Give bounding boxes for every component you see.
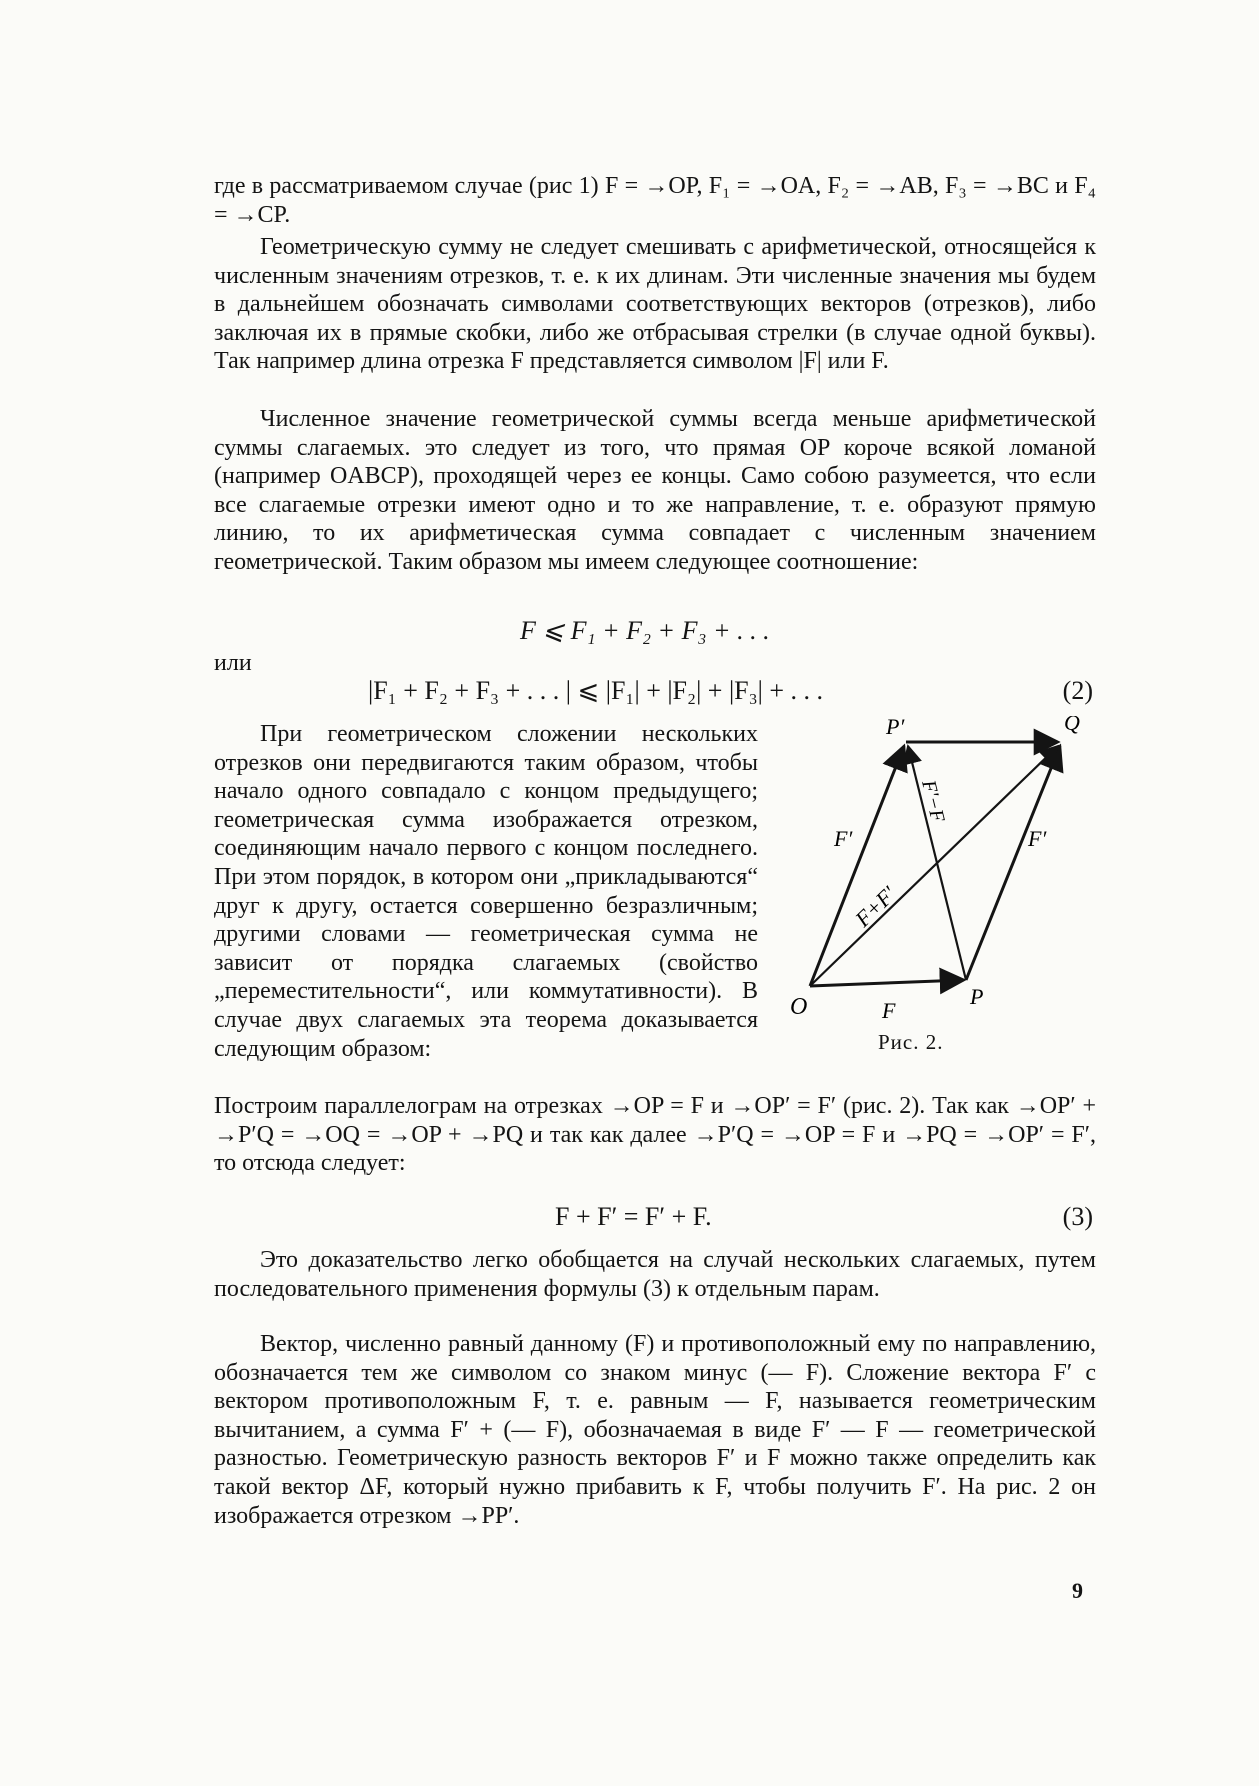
label-F-plus-F-prime: F+F′	[850, 881, 901, 932]
figure-caption: Рис. 2.	[878, 1030, 944, 1054]
vector-OP-prime	[810, 746, 904, 986]
label-Q: Q	[1064, 716, 1080, 735]
paragraph-4: При геометрическом сложении нескольких отрезков они передвигаются таким образом, чтобы начало одного совпадало с концом предыдущего; геометрическая сумма изображается отрезком, соединяющим начало первого с концом последнего. При этом порядок, в котором они „прикладываются“ друг к другу, остается совершенно безразличным; другими словами — геометрическая сумма не зависит от порядка слагаемых (свойство „переместительности“, или коммутативности). В случае двух слагаемых эта теорема доказывается следующим образом:	[214, 721, 758, 1062]
label-O: O	[790, 994, 808, 1020]
label-P-prime: P′	[886, 716, 905, 739]
label-F: F	[882, 998, 896, 1023]
paragraph-3: Численное значение геометрической суммы всегда меньше арифметической суммы слагаемых. это следует из того, что прямая OP короче всякой ломаной (например OABCP), проходящей через ее концы. Само собою разумеется, что если все слагаемые отрезки имеют одно и то же направление, т. е. образуют прямую линию, то их арифметическая сумма совпадает с численным значением геометрической. Таким образом мы имеем следующее соотношение:	[214, 406, 1096, 575]
label-F-prime-minus-F: F′−F	[917, 777, 949, 825]
figure-2	[774, 716, 1104, 1046]
paragraph-5: Построим параллелограм на отрезках →OP = F и →OP′ = F′ (рис. 2). Так как →OP′ + →P′Q = →OQ = →OP + →PQ и так как далее →P′Q = →OP = F и →PQ = →OP′ = F′, то отсюда следует:	[214, 1093, 1096, 1177]
vector-OP	[810, 980, 964, 986]
paragraph-2: Геометрическую сумму не следует смешивать с арифметической, относящейся к численным значениям отрезков, т. е. к их длинам. Эти численные значения мы будем в дальнейшем обозначать символами соответствующих векторов (отрезков), либо заключая их в прямые скобки, либо же отбрасывая стрелки (в случае одной буквы). Так например длина отрезка F представляется символом |F| или F.	[214, 234, 1096, 375]
formula-inequality-2: |F₁ + F₂ + F₃ + . . . | ⩽ |F₁| + |F₂| + |F₃| + . . .	[368, 676, 824, 705]
paragraph-6: Это доказательство легко обобщается на случай нескольких слагаемых, путем последовательного применения формулы (3) к отдельным парам.	[214, 1247, 1096, 1302]
paragraph-7: Вектор, численно равный данному (F) и противоположный ему по направлению, обозначается тем же символом со знаком минус (— F). Сложение вектора F′ с вектором противоположным F, т. е. равным — F, называется геометрическим вычитанием, а сумма F′ + (— F), обозначаемая в виде F′ — F — геометрической разностью. Геометрическую разность векторов F′ и F можно также определить как такой вектор ΔF, который нужно прибавить к F, чтобы получить F′. На рис. 2 он изображается отрезком →PP′.	[214, 1331, 1096, 1529]
formula-inequality-1: F ⩽ F₁ + F₂ + F₃ + . . .	[520, 616, 770, 645]
page-number: 9	[1072, 1578, 1083, 1603]
or-label: или	[214, 650, 252, 676]
equation-number-2: (2)	[1062, 676, 1093, 705]
label-P: P	[970, 984, 984, 1009]
paragraph-1: где в рассматриваемом случае (рис 1) F = →OP, F₁ = →OA, F₂ = →AB, F₃ = →BC и F₄ = →CP.	[214, 173, 1096, 228]
parallelogram-diagram	[774, 716, 1104, 1046]
vector-PQ	[966, 746, 1060, 980]
equation-number-3: (3)	[1062, 1202, 1093, 1231]
label-F-prime-left: F′	[834, 826, 853, 851]
formula-commutativity: F + F′ = F′ + F.	[555, 1202, 712, 1231]
label-F-prime-right: F′	[1028, 826, 1047, 851]
